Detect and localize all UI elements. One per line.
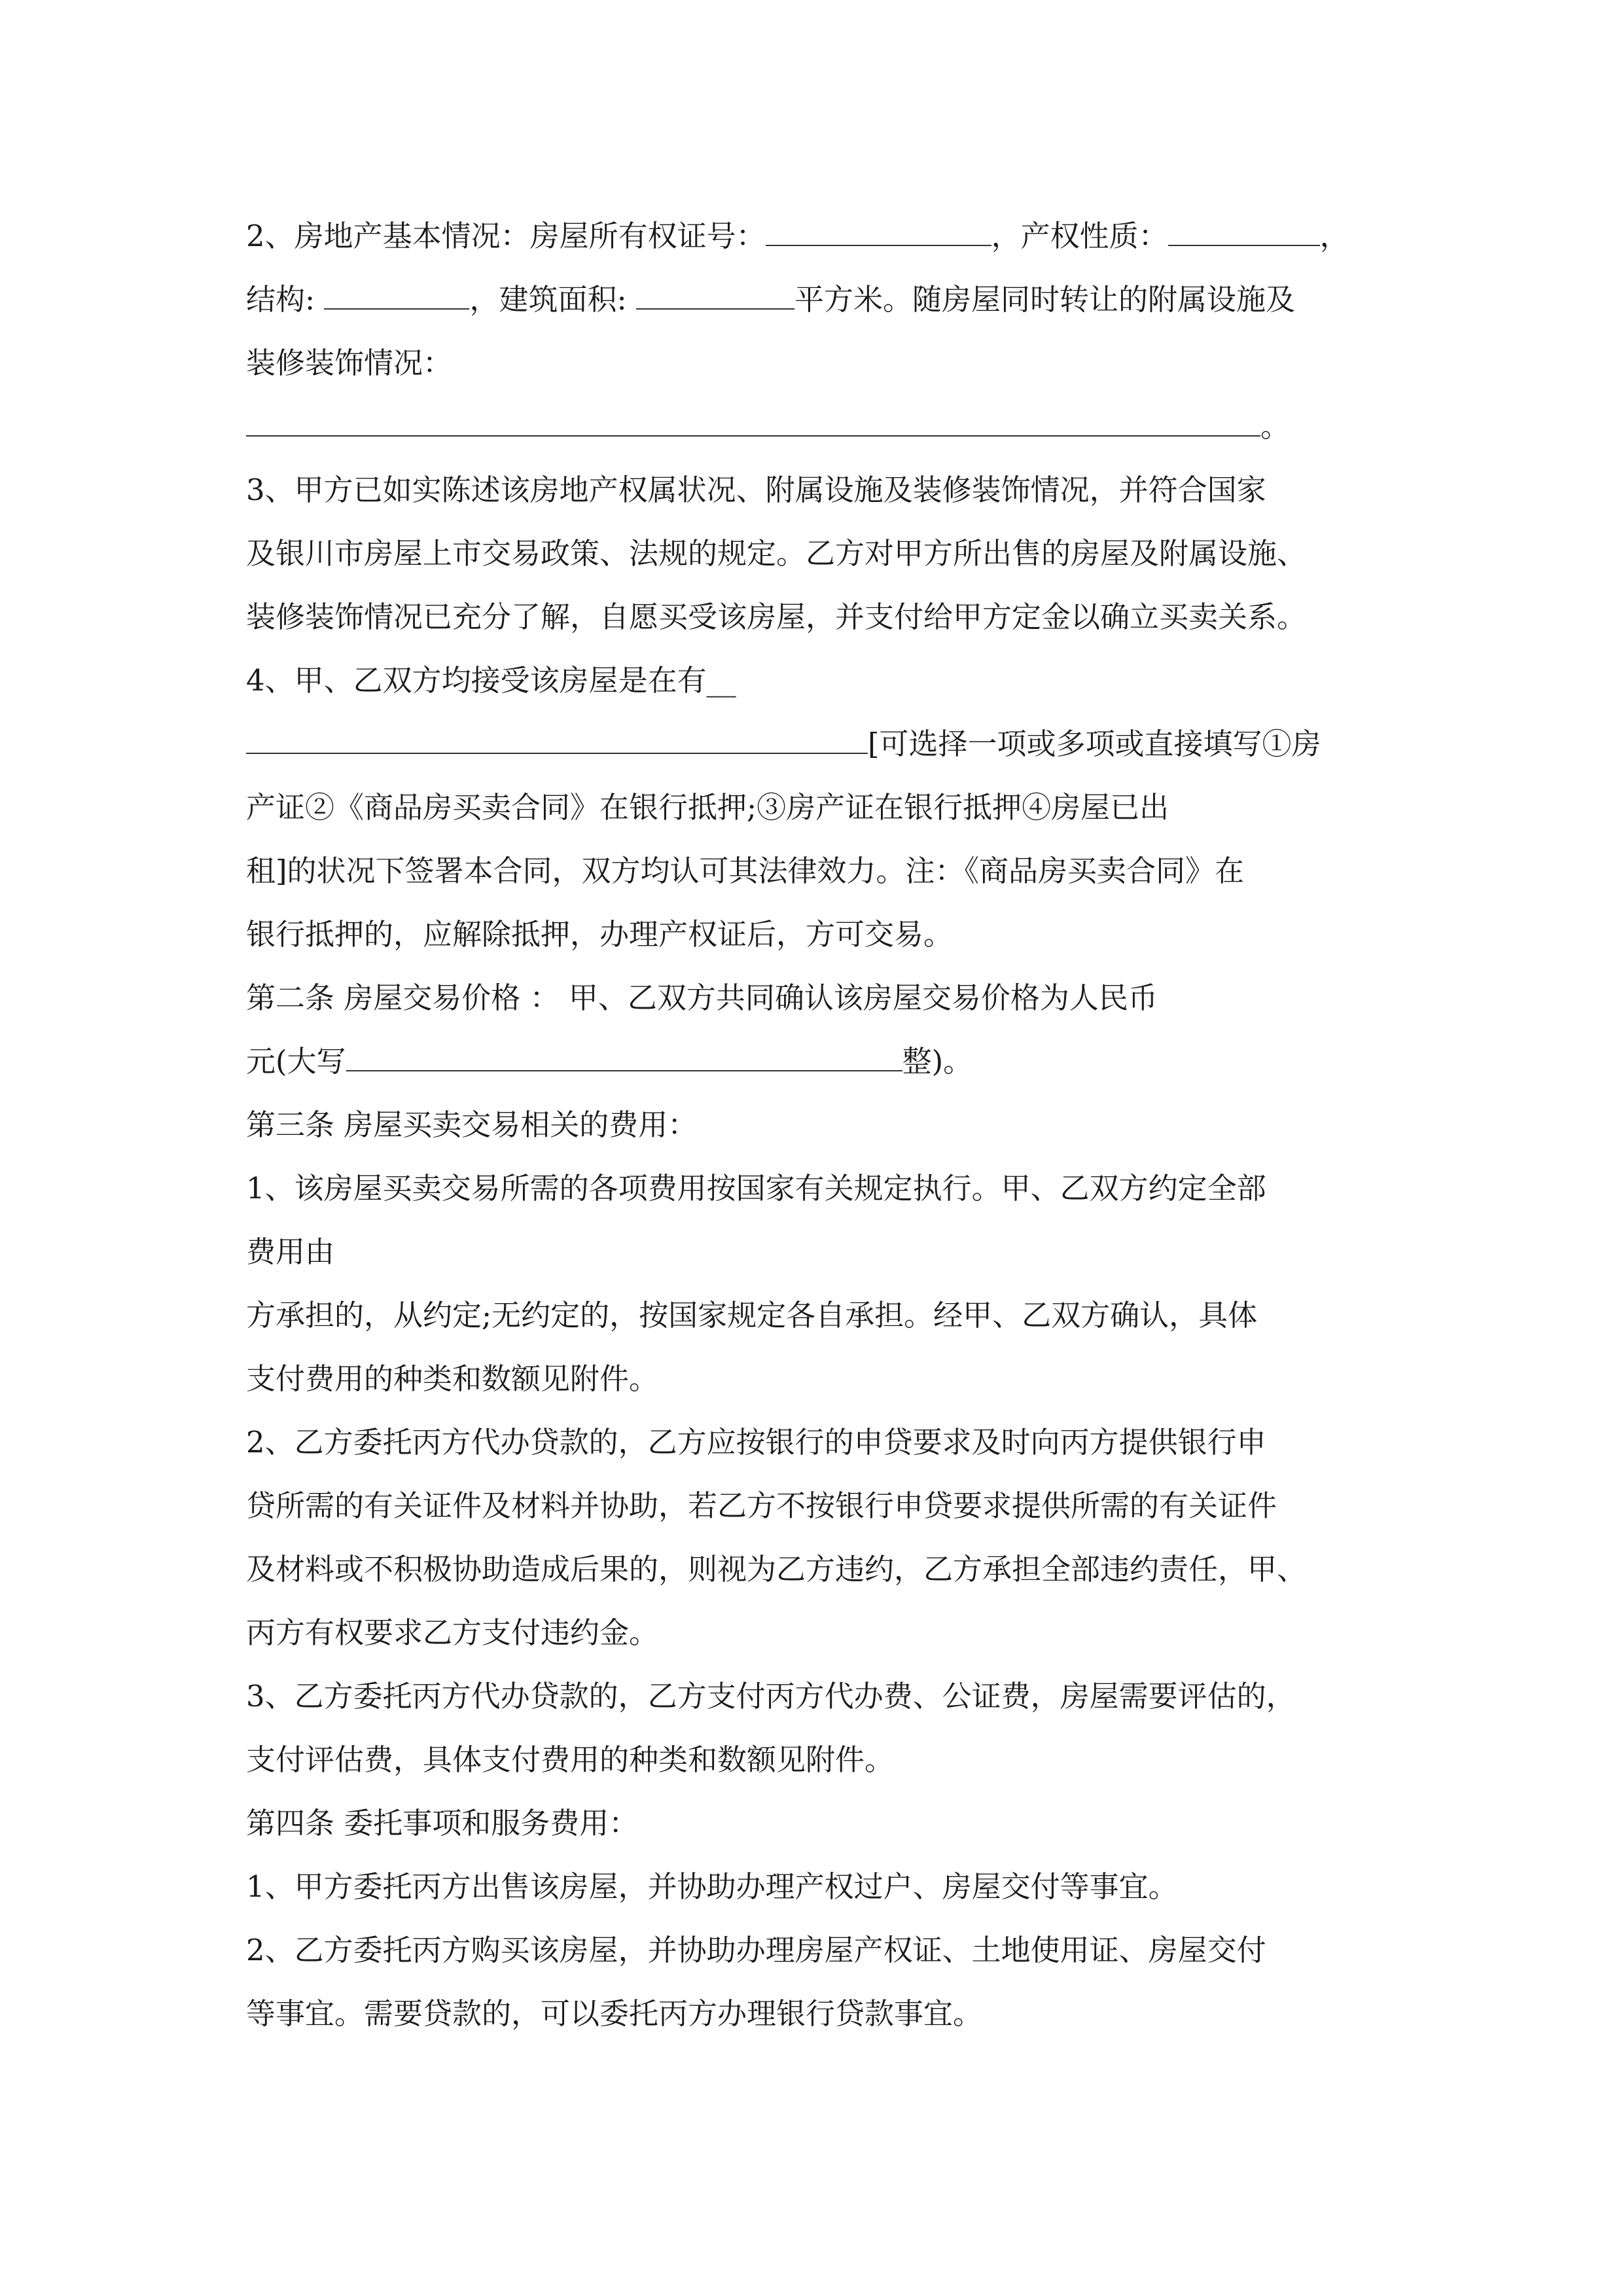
- text-line: 4、甲、乙双方均接受该房屋是在有__: [246, 663, 736, 698]
- structure-blank[interactable]: [324, 282, 469, 310]
- text-line: 丙方有权要求乙方支付违约金。: [246, 1615, 659, 1650]
- text-line: 1、该房屋买卖交易所需的各项费用按国家有关规定执行。甲、乙双方约定全部: [246, 1171, 1266, 1206]
- property-nature-blank[interactable]: [1168, 219, 1320, 246]
- text-line: 等事宜。需要贷款的，可以委托丙方办理银行贷款事宜。: [246, 1996, 983, 2031]
- section-heading: 第三条 房屋买卖交易相关的费用：: [246, 1107, 698, 1142]
- text-line: 2、房地产基本情况：房屋所有权证号： ，产权性质： ，: [246, 219, 1349, 253]
- text-line: 装修装饰情况已充分了解，自愿买受该房屋，并支付给甲方定金以确立买卖关系。: [246, 600, 1307, 634]
- text-line: 贷所需的有关证件及材料并协助，若乙方不按银行申贷要求提供所需的有关证件: [246, 1488, 1277, 1523]
- text-line: 装修装饰情况：: [246, 346, 453, 380]
- text-line: 及材料或不积极协助造成后果的，则视为乙方违约，乙方承担全部违约责任，甲、: [246, 1552, 1307, 1587]
- section-heading: 第四条 委托事项和服务费用：: [246, 1806, 639, 1840]
- certificate-number-blank[interactable]: [766, 219, 991, 246]
- text-line: 费用由: [246, 1234, 335, 1269]
- text-line: 3、乙方委托丙方代办贷款的，乙方支付丙方代办费、公证费，房屋需要评估的，: [246, 1679, 1296, 1713]
- text-line: 第二条 房屋交易价格 ： 甲、乙双方共同确认该房屋交易价格为人民币: [246, 980, 1158, 1015]
- text-line: 3、甲方已如实陈述该房地产权属状况、附属设施及装修装饰情况，并符合国家: [246, 473, 1266, 507]
- text-line: 元(大写 整)。: [246, 1044, 973, 1079]
- attached-facilities-blank[interactable]: [246, 409, 1260, 437]
- text-line: 租]的状况下签署本合同，双方均认可其法律效力。注：《商品房买卖合同》在: [246, 853, 1245, 888]
- text-line: 1、甲方委托丙方出售该房屋，并协助办理产权过户、房屋交付等事宜。: [246, 1869, 1178, 1904]
- text-line: 。: [246, 395, 1378, 458]
- text-line: 产证②《商品房买卖合同》在银行抵押;③房产证在银行抵押④房屋已出: [246, 790, 1169, 825]
- text-line: 银行抵押的，应解除抵押，办理产权证后，方可交易。: [246, 917, 954, 952]
- text-line: [可选择一项或多项或直接填写①房: [246, 712, 1378, 776]
- text-line: 支付评估费，具体支付费用的种类和数额见附件。: [246, 1742, 895, 1777]
- text-line: 结构: ，建筑面积: 平方米。随房屋同时转让的附属设施及: [246, 282, 1295, 317]
- text-line: 方承担的，从约定;无约定的，按国家规定各自承担。经甲、乙双方确认，具体: [246, 1298, 1258, 1333]
- floor-area-blank[interactable]: [636, 282, 794, 310]
- contract-body: [246, 204, 1378, 2045]
- text-line: 2、乙方委托丙方代办贷款的，乙方应按银行的申贷要求及时向丙方提供银行申: [246, 1425, 1266, 1460]
- text-line: 2、乙方委托丙方购买该房屋，并协助办理房屋产权证、土地使用证、房屋交付: [246, 1933, 1266, 1967]
- text-line: 及银川市房屋上市交易政策、法规的规定。乙方对甲方所出售的房屋及附属设施、: [246, 536, 1307, 571]
- mortgage-status-blank[interactable]: [246, 726, 868, 754]
- text-line: 支付费用的种类和数额见附件。: [246, 1361, 659, 1396]
- price-in-words-blank[interactable]: [346, 1044, 902, 1071]
